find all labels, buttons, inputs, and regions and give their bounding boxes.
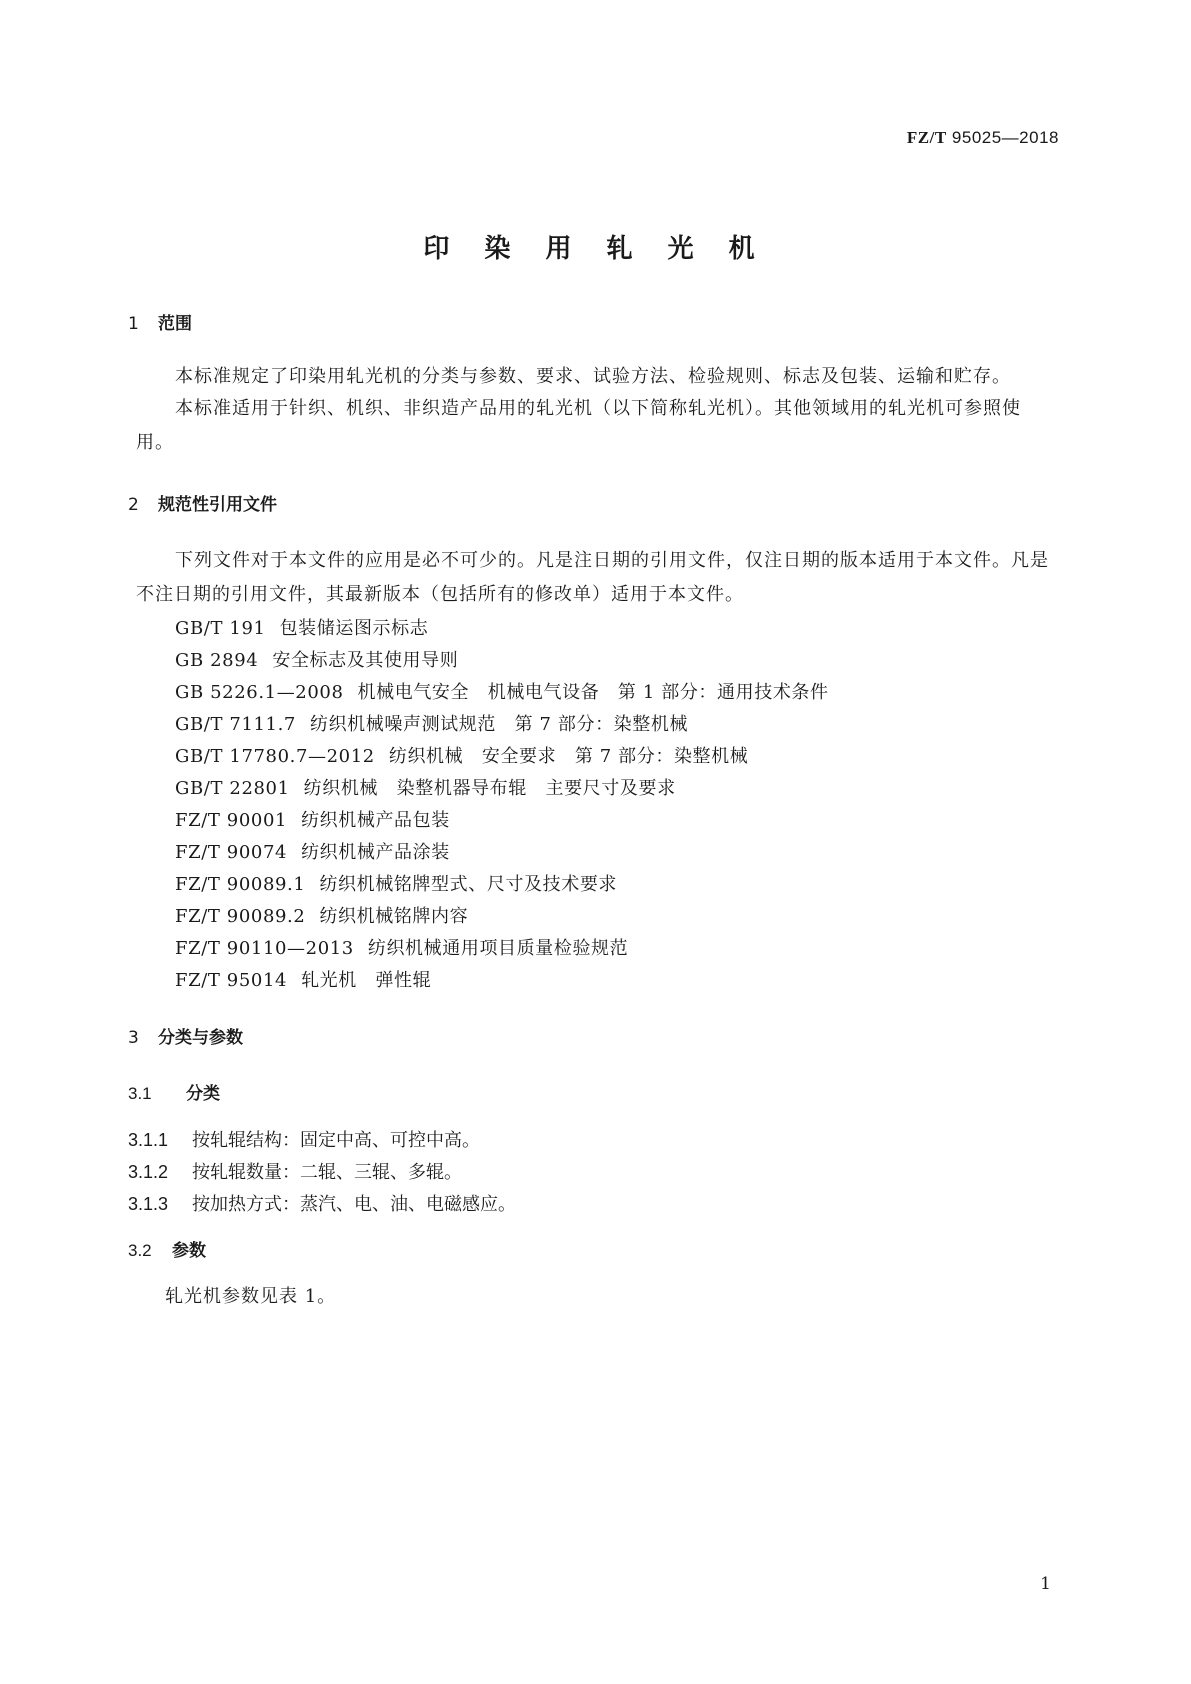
subsection-number: 3.1 [128, 1084, 152, 1103]
section-title: 规范性引用文件 [158, 495, 277, 515]
subsection-number: 3.2 [128, 1241, 152, 1260]
reference-title: 纺织机械 安全要求 第 7 部分：染整机械 [388, 746, 749, 767]
reference-title: 轧光机 弹性辊 [301, 970, 432, 991]
reference-title: 纺织机械通用项目质量检验规范 [367, 938, 629, 959]
item-text: 按加热方式：蒸汽、电、油、电磁感应。 [192, 1194, 516, 1215]
reference-item [175, 870, 617, 896]
reference-title: 纺织机械产品包装 [301, 810, 450, 831]
classification-item [128, 1158, 462, 1184]
reference-code: GB 2894 [175, 650, 259, 671]
section-title: 范围 [158, 314, 192, 334]
reference-code: FZ/T 90089.2 [175, 906, 306, 927]
section-1-heading [128, 309, 192, 334]
standard-number [907, 128, 1059, 148]
reference-code: FZ/T 95014 [175, 970, 288, 991]
reference-code: FZ/T 90089.1 [175, 874, 306, 895]
item-number: 3.1.3 [128, 1194, 169, 1214]
reference-code: GB/T 191 [175, 618, 266, 639]
reference-code: GB/T 17780.7—2012 [175, 746, 375, 767]
reference-title: 纺织机械 染整机器导布辊 主要尺寸及要求 [303, 778, 676, 799]
reference-title: 纺织机械铭牌内容 [319, 906, 469, 927]
section-3-heading [128, 1023, 243, 1048]
paragraph: 下列文件对于本文件的应用是必不可少的。凡是注日期的引用文件，仅注日期的版本适用于本文件。凡是不注日期的引用文件，其最新版本（包括所有的修改单）适用于本文件。 [136, 550, 1049, 605]
item-number: 3.1.2 [128, 1162, 169, 1182]
reference-code: FZ/T 90074 [175, 842, 288, 863]
reference-item [175, 966, 431, 992]
subsection-title: 分类 [186, 1084, 220, 1104]
reference-title: 纺织机械产品涂装 [301, 842, 450, 863]
reference-code: GB/T 7111.7 [175, 714, 296, 735]
reference-item [175, 678, 829, 704]
section-number: 1 [128, 314, 139, 334]
reference-title: 包装储运图示标志 [279, 618, 429, 639]
reference-item [175, 934, 628, 960]
section-2-heading [128, 490, 277, 515]
reference-code: FZ/T 90110—2013 [175, 938, 354, 959]
subsection-3-1-heading [128, 1079, 220, 1104]
reference-code: GB 5226.1—2008 [175, 682, 344, 703]
item-text: 按轧辊结构：固定中高、可控中高。 [192, 1130, 480, 1151]
reference-item [175, 742, 748, 768]
reference-title: 纺织机械噪声测试规范 第 7 部分：染整机械 [309, 714, 689, 735]
reference-code: GB/T 22801 [175, 778, 290, 799]
reference-title: 纺织机械铭牌型式、尺寸及技术要求 [319, 874, 618, 895]
classification-item [128, 1126, 480, 1152]
section-title: 分类与参数 [158, 1028, 243, 1048]
paragraph: 本标准适用于针织、机织、非织造产品用的轧光机（以下简称轧光机）。其他领域用的轧光机可参照使用。 [136, 398, 1021, 453]
item-number: 3.1.1 [128, 1130, 169, 1150]
standard-code: 95025—2018 [951, 128, 1059, 147]
reference-item [175, 774, 676, 800]
reference-item [175, 806, 450, 832]
reference-item [175, 614, 428, 640]
item-text: 按轧辊数量：二辊、三辊、多辊。 [192, 1162, 462, 1183]
subsection-title: 参数 [172, 1241, 206, 1261]
reference-title: 安全标志及其使用导则 [272, 650, 459, 671]
page-number: 1 [1040, 1574, 1051, 1594]
paragraph: 本标准规定了印染用轧光机的分类与参数、要求、试验方法、检验规则、标志及包装、运输和贮存。 [175, 366, 1011, 387]
reference-item [175, 902, 468, 928]
paragraph: 轧光机参数见表 1。 [165, 1286, 337, 1307]
standard-prefix: FZ/T [906, 128, 947, 147]
classification-item [128, 1190, 516, 1216]
subsection-3-2-heading [128, 1236, 206, 1261]
reference-item [175, 838, 450, 864]
document-title: 印 染 用 轧 光 机 [423, 234, 768, 264]
reference-code: FZ/T 90001 [175, 810, 288, 831]
reference-title: 机械电气安全 机械电气设备 第 1 部分：通用技术条件 [357, 682, 829, 703]
section-number: 3 [128, 1028, 139, 1048]
reference-item [175, 646, 458, 672]
reference-item [175, 710, 688, 736]
section-number: 2 [128, 495, 139, 515]
